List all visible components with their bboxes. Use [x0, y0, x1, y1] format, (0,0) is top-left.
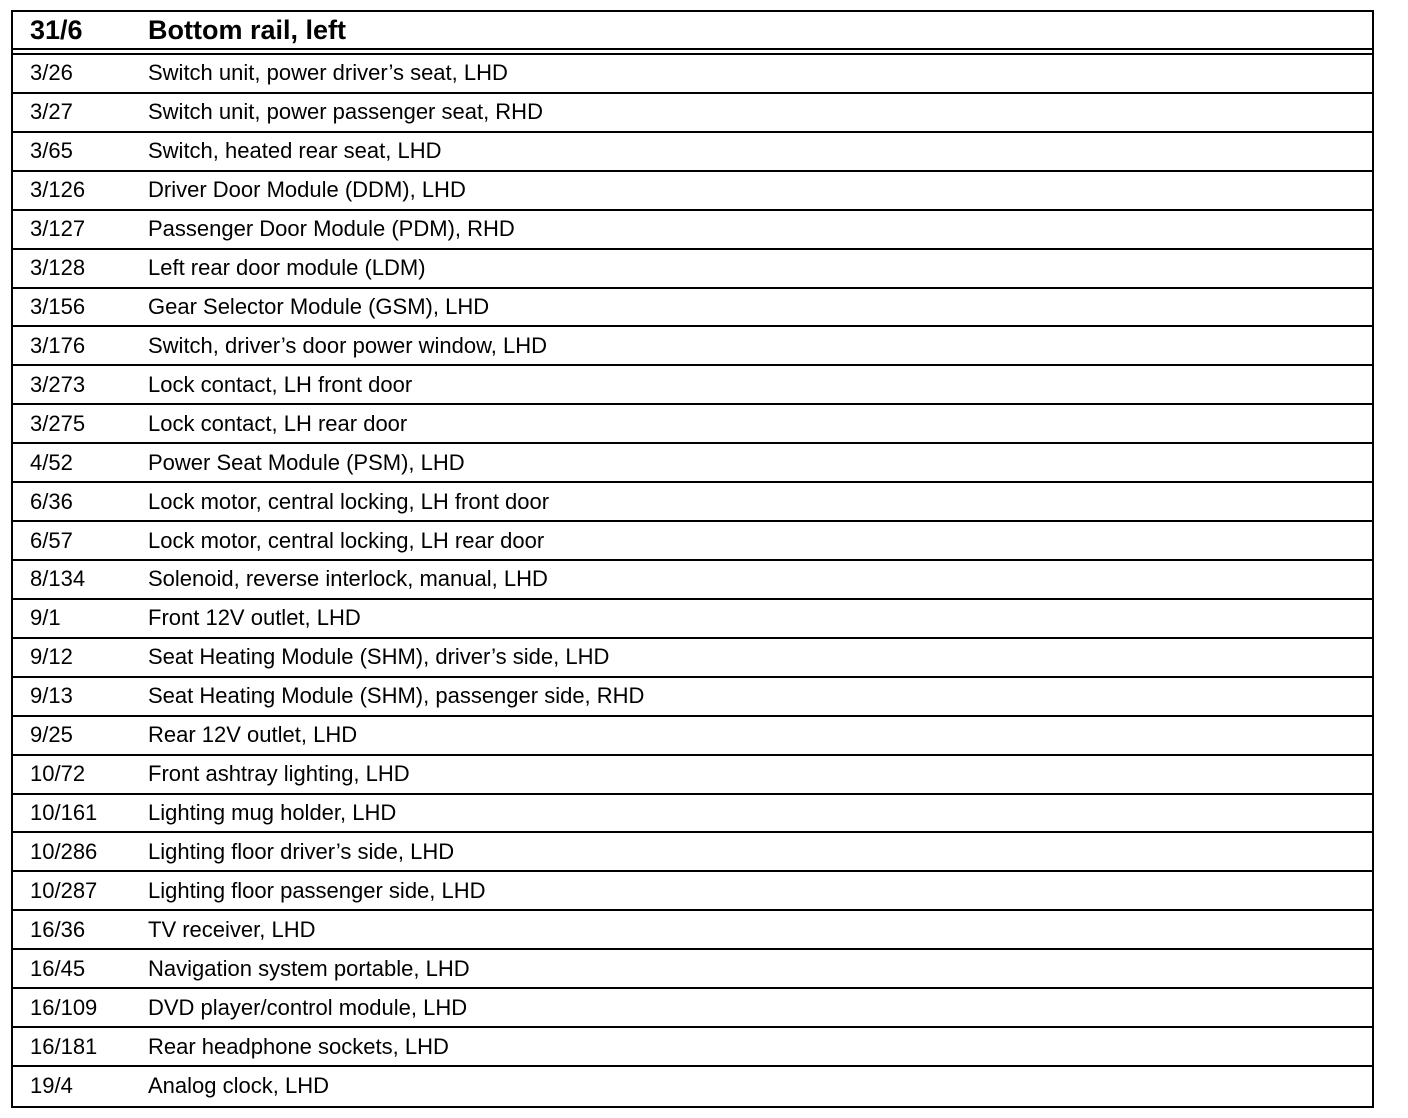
- component-description: Lighting mug holder, LHD: [148, 799, 397, 825]
- component-description: Rear headphone sockets, LHD: [148, 1033, 449, 1059]
- component-description: Passenger Door Module (PDM), RHD: [148, 216, 515, 242]
- table-row: [13, 911, 1372, 950]
- table-row: [13, 561, 1372, 600]
- component-code: 3/65: [30, 138, 73, 164]
- table-row: [13, 717, 1372, 756]
- table-row: [13, 289, 1372, 328]
- component-description: Switch, driver’s door power window, LHD: [148, 332, 548, 358]
- table-row: [13, 833, 1372, 872]
- table-row: [13, 639, 1372, 678]
- component-description: Switch unit, power driver’s seat, LHD: [148, 60, 508, 86]
- component-description: Gear Selector Module (GSM), LHD: [148, 293, 490, 319]
- component-code: 16/45: [30, 955, 86, 981]
- component-code: 6/57: [30, 527, 73, 553]
- component-code: 10/72: [30, 761, 86, 787]
- component-code: 3/128: [30, 255, 86, 281]
- component-description: Solenoid, reverse interlock, manual, LHD: [148, 566, 548, 592]
- component-description: Switch, heated rear seat, LHD: [148, 138, 442, 164]
- component-description: Switch unit, power passenger seat, RHD: [148, 99, 543, 125]
- component-code: 16/181: [30, 1033, 98, 1059]
- table-row: [13, 950, 1372, 989]
- table-body: [13, 55, 1372, 1106]
- component-description: Seat Heating Module (SHM), driver’s side, LHD: [148, 644, 610, 670]
- component-description: Lock contact, LH front door: [148, 371, 413, 397]
- component-code: 3/26: [30, 60, 73, 86]
- table-row: [13, 678, 1372, 717]
- table-row: [13, 1067, 1372, 1106]
- table-row: [13, 483, 1372, 522]
- component-code: 3/126: [30, 177, 86, 203]
- component-code: 3/275: [30, 410, 86, 436]
- component-code: 6/36: [30, 488, 73, 514]
- table-row: [13, 211, 1372, 250]
- table-row: [13, 250, 1372, 289]
- table-row: [13, 600, 1372, 639]
- header-code: 31/6: [30, 14, 83, 45]
- table-row: [13, 133, 1372, 172]
- component-description: Front 12V outlet, LHD: [148, 605, 361, 631]
- component-description: Driver Door Module (DDM), LHD: [148, 177, 466, 203]
- component-code: 9/1: [30, 605, 61, 631]
- table-row: [13, 872, 1372, 911]
- component-description: Seat Heating Module (SHM), passenger side, RHD: [148, 683, 645, 709]
- component-code: 10/287: [30, 877, 98, 903]
- table-row: [13, 94, 1372, 133]
- component-code: 3/176: [30, 332, 86, 358]
- component-description: TV receiver, LHD: [148, 916, 316, 942]
- table-row: [13, 172, 1372, 211]
- component-description: Front ashtray lighting, LHD: [148, 761, 410, 787]
- component-code: 9/25: [30, 722, 73, 748]
- component-code: 9/12: [30, 644, 73, 670]
- component-description: Navigation system portable, LHD: [148, 955, 470, 981]
- component-description: Lock motor, central locking, LH front door: [148, 488, 550, 514]
- component-code: 9/13: [30, 683, 73, 709]
- table-row: [13, 327, 1372, 366]
- component-code: 3/156: [30, 293, 86, 319]
- component-code: 3/27: [30, 99, 73, 125]
- component-description: Left rear door module (LDM): [148, 255, 426, 281]
- component-code: 10/286: [30, 838, 98, 864]
- table-row: [13, 444, 1372, 483]
- table-row: [13, 1028, 1372, 1067]
- table-row: [13, 405, 1372, 444]
- table-row: [13, 522, 1372, 561]
- component-description: Rear 12V outlet, LHD: [148, 722, 358, 748]
- component-code: 4/52: [30, 449, 73, 475]
- table-row: [13, 366, 1372, 405]
- table-header: [13, 12, 1372, 50]
- component-code: 3/273: [30, 371, 86, 397]
- component-description: Analog clock, LHD: [148, 1073, 329, 1099]
- component-code: 3/127: [30, 216, 86, 242]
- component-code: 8/134: [30, 566, 86, 592]
- component-description: Power Seat Module (PSM), LHD: [148, 449, 465, 475]
- table-row: [13, 795, 1372, 834]
- component-description: DVD player/control module, LHD: [148, 994, 468, 1020]
- table-row: [13, 989, 1372, 1028]
- component-table: [11, 10, 1374, 1108]
- component-description: Lighting floor passenger side, LHD: [148, 877, 486, 903]
- header-title: Bottom rail, left: [148, 14, 347, 45]
- component-description: Lock motor, central locking, LH rear door: [148, 527, 545, 553]
- component-code: 10/161: [30, 799, 98, 825]
- table-row: [13, 756, 1372, 795]
- component-code: 16/109: [30, 994, 98, 1020]
- component-description: Lighting floor driver’s side, LHD: [148, 838, 455, 864]
- component-code: 16/36: [30, 916, 86, 942]
- component-description: Lock contact, LH rear door: [148, 410, 408, 436]
- table-row: [13, 55, 1372, 94]
- component-code: 19/4: [30, 1073, 73, 1099]
